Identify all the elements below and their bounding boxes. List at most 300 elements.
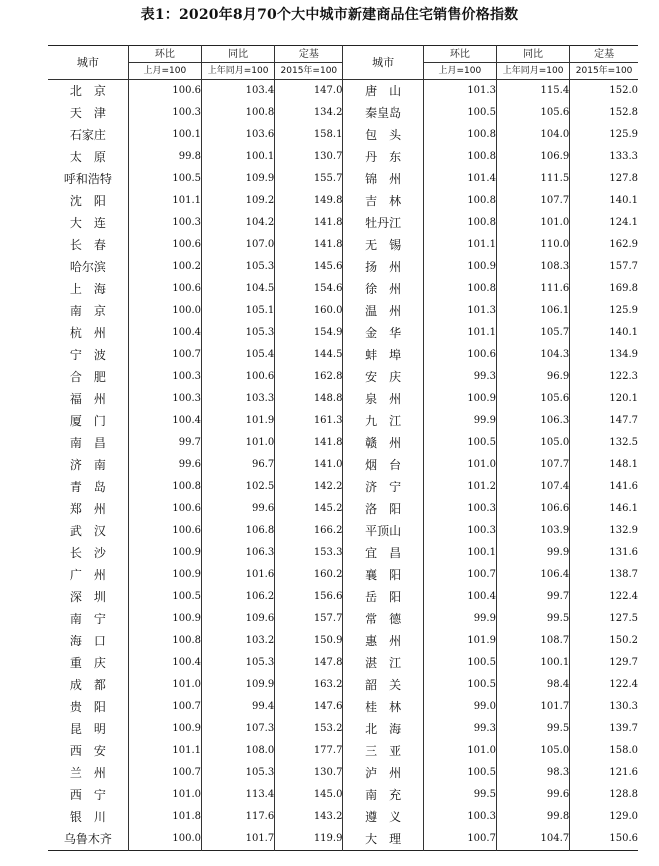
yoy-cell: 107.7 [496, 454, 569, 476]
base-cell: 153.3 [275, 542, 343, 564]
table-row [48, 146, 638, 168]
yoy-column-header: 同比 [496, 46, 569, 63]
yoy-cell: 103.6 [202, 124, 275, 146]
base-cell: 133.3 [570, 146, 638, 168]
mom-cell: 100.9 [128, 564, 201, 586]
base-cell: 132.9 [570, 520, 638, 542]
city-cell: 呼和浩特 [63, 172, 112, 186]
mom-cell: 99.3 [423, 366, 496, 388]
table-row [48, 300, 638, 322]
yoy-cell: 99.5 [496, 608, 569, 630]
mom-cell: 100.6 [128, 278, 201, 300]
yoy-cell: 106.8 [202, 520, 275, 542]
mom-cell: 100.9 [128, 718, 201, 740]
city-column-header: 城市 [343, 46, 423, 80]
yoy-cell: 104.5 [202, 278, 275, 300]
city-cell: 泸 州 [343, 762, 423, 784]
base-cell: 141.8 [275, 432, 343, 454]
mom-cell: 100.6 [128, 80, 201, 103]
city-cell: 秦皇岛 [343, 102, 423, 124]
city-cell: 西 宁 [69, 788, 106, 802]
base-cell: 158.0 [570, 740, 638, 762]
base-cell: 140.1 [570, 190, 638, 212]
table-row [48, 718, 638, 740]
city-cell: 锦 州 [343, 168, 423, 190]
base-column-header: 定基 [275, 46, 343, 63]
city-cell: 青 岛 [69, 480, 106, 494]
yoy-cell: 111.5 [496, 168, 569, 190]
yoy-cell: 100.1 [202, 146, 275, 168]
yoy-cell: 108.3 [496, 256, 569, 278]
base-cell: 157.7 [275, 608, 343, 630]
city-cell: 桂 林 [343, 696, 423, 718]
base-cell: 141.6 [570, 476, 638, 498]
yoy-cell: 106.1 [496, 300, 569, 322]
base-cell: 150.6 [570, 828, 638, 851]
yoy-cell: 99.5 [496, 718, 569, 740]
mom-cell: 101.0 [128, 784, 201, 806]
city-cell: 牡丹江 [343, 212, 423, 234]
city-cell: 天 津 [69, 106, 106, 120]
table-row [48, 542, 638, 564]
mom-cell: 100.8 [423, 212, 496, 234]
base-cell: 160.0 [275, 300, 343, 322]
mom-cell: 100.9 [423, 256, 496, 278]
mom-cell: 100.0 [128, 300, 201, 322]
mom-cell: 100.4 [128, 410, 201, 432]
table-title: 表1：2020年8月70个大中城市新建商品住宅销售价格指数 [140, 7, 519, 23]
yoy-cell: 99.9 [496, 542, 569, 564]
base-cell: 152.0 [570, 80, 638, 103]
city-cell: 重 庆 [69, 656, 106, 670]
city-cell: 贵 阳 [69, 700, 106, 714]
mom-cell: 100.7 [423, 564, 496, 586]
city-cell: 银 川 [69, 810, 106, 824]
base-cell: 125.9 [570, 124, 638, 146]
yoy-cell: 101.9 [202, 410, 275, 432]
base-cell: 140.1 [570, 322, 638, 344]
city-cell: 南 宁 [69, 612, 106, 626]
table-row [48, 432, 638, 454]
base-cell: 129.0 [570, 806, 638, 828]
mom-cell: 100.5 [128, 168, 201, 190]
yoy-cell: 104.2 [202, 212, 275, 234]
city-cell: 三 亚 [343, 740, 423, 762]
city-cell: 济 南 [69, 458, 106, 472]
price-index-table [48, 45, 638, 851]
mom-cell: 101.3 [423, 300, 496, 322]
base-cell: 149.8 [275, 190, 343, 212]
mom-cell: 100.8 [423, 124, 496, 146]
base-cell: 134.9 [570, 344, 638, 366]
base-cell: 147.7 [570, 410, 638, 432]
base-cell: 131.6 [570, 542, 638, 564]
mom-cell: 100.3 [128, 212, 201, 234]
city-cell: 洛 阳 [343, 498, 423, 520]
yoy-cell: 104.3 [496, 344, 569, 366]
table-row [48, 234, 638, 256]
mom-cell: 100.6 [423, 344, 496, 366]
yoy-cell: 99.6 [202, 498, 275, 520]
base-cell: 147.0 [275, 80, 343, 103]
city-cell: 广 州 [69, 568, 106, 582]
city-cell: 赣 州 [343, 432, 423, 454]
table-row [48, 762, 638, 784]
mom-cell: 101.0 [423, 454, 496, 476]
city-cell: 深 圳 [69, 590, 106, 604]
city-cell: 襄 阳 [343, 564, 423, 586]
mom-cell: 101.0 [423, 740, 496, 762]
city-cell: 南 昌 [69, 436, 106, 450]
yoy-cell: 106.9 [496, 146, 569, 168]
city-cell: 常 德 [343, 608, 423, 630]
yoy-cell: 117.6 [202, 806, 275, 828]
city-cell: 蚌 埠 [343, 344, 423, 366]
city-cell: 昆 明 [69, 722, 106, 736]
table-row [48, 520, 638, 542]
table-row [48, 696, 638, 718]
mom-cell: 101.3 [423, 80, 496, 103]
base-cell: 139.7 [570, 718, 638, 740]
mom-cell: 100.9 [128, 608, 201, 630]
mom-cell: 100.5 [423, 762, 496, 784]
table-row [48, 124, 638, 146]
mom-cell: 100.2 [128, 256, 201, 278]
yoy-cell: 113.4 [202, 784, 275, 806]
yoy-cell: 102.5 [202, 476, 275, 498]
mom-cell: 101.4 [423, 168, 496, 190]
base-cell: 127.5 [570, 608, 638, 630]
city-cell: 遵 义 [343, 806, 423, 828]
mom-cell: 100.9 [423, 388, 496, 410]
base-cell: 145.0 [275, 784, 343, 806]
base-cell: 150.2 [570, 630, 638, 652]
table-row [48, 476, 638, 498]
mom-column-header: 环比 [128, 46, 201, 63]
table-row [48, 454, 638, 476]
base-cell: 122.3 [570, 366, 638, 388]
yoy-cell: 105.0 [496, 432, 569, 454]
yoy-cell: 105.3 [202, 652, 275, 674]
city-cell: 成 都 [69, 678, 106, 692]
base-cell: 138.7 [570, 564, 638, 586]
yoy-cell: 96.7 [202, 454, 275, 476]
city-cell: 大 理 [343, 828, 423, 851]
yoy-cell: 103.4 [202, 80, 275, 103]
table-row [48, 190, 638, 212]
base-cell: 144.5 [275, 344, 343, 366]
table-row [48, 212, 638, 234]
yoy-cell: 96.9 [496, 366, 569, 388]
table-row [48, 256, 638, 278]
city-cell: 哈尔滨 [69, 260, 106, 274]
base-cell: 157.7 [570, 256, 638, 278]
yoy-cell: 100.6 [202, 366, 275, 388]
mom-cell: 100.4 [423, 586, 496, 608]
mom-cell: 100.1 [128, 124, 201, 146]
yoy-cell: 99.7 [496, 586, 569, 608]
mom-cell: 101.0 [128, 674, 201, 696]
table-row [48, 652, 638, 674]
base-cell: 124.1 [570, 212, 638, 234]
mom-cell: 100.5 [128, 586, 201, 608]
base-cell: 161.3 [275, 410, 343, 432]
base-cell: 128.8 [570, 784, 638, 806]
yoy-cell: 109.2 [202, 190, 275, 212]
yoy-cell: 103.3 [202, 388, 275, 410]
base-cell: 122.4 [570, 674, 638, 696]
mom-cell: 101.1 [423, 322, 496, 344]
yoy-cell: 105.3 [202, 762, 275, 784]
yoy-cell: 101.0 [202, 432, 275, 454]
base-cell: 154.9 [275, 322, 343, 344]
table-row [48, 168, 638, 190]
yoy-cell: 105.6 [496, 102, 569, 124]
city-cell: 合 肥 [69, 370, 106, 384]
base-cell: 162.9 [570, 234, 638, 256]
table-row [48, 102, 638, 124]
city-cell: 上 海 [69, 282, 106, 296]
base-cell: 143.2 [275, 806, 343, 828]
city-cell: 宜 昌 [343, 542, 423, 564]
city-cell: 大 连 [69, 216, 106, 230]
city-cell: 徐 州 [343, 278, 423, 300]
city-cell: 扬 州 [343, 256, 423, 278]
table-row [48, 564, 638, 586]
mom-cell: 101.8 [128, 806, 201, 828]
yoy-cell: 105.0 [496, 740, 569, 762]
table-row [48, 608, 638, 630]
table-row [48, 828, 638, 851]
city-cell: 厦 门 [69, 414, 106, 428]
yoy-cell: 99.6 [496, 784, 569, 806]
city-cell: 太 原 [69, 150, 106, 164]
mom-cell: 100.5 [423, 432, 496, 454]
city-cell: 武 汉 [69, 524, 106, 538]
mom-cell: 99.8 [128, 146, 201, 168]
mom-cell: 100.3 [128, 366, 201, 388]
mom-cell: 101.9 [423, 630, 496, 652]
base-cell: 147.6 [275, 696, 343, 718]
city-cell: 南 京 [69, 304, 106, 318]
base-cell: 160.2 [275, 564, 343, 586]
yoy-cell: 103.9 [496, 520, 569, 542]
table-row [48, 806, 638, 828]
base-cell: 127.8 [570, 168, 638, 190]
table-row [48, 740, 638, 762]
city-cell: 唐 山 [343, 80, 423, 103]
yoy-cell: 107.0 [202, 234, 275, 256]
mom-column-header: 环比 [423, 46, 496, 63]
table-row [48, 322, 638, 344]
base-cell: 158.1 [275, 124, 343, 146]
mom-cell: 100.3 [128, 388, 201, 410]
yoy-cell: 101.6 [202, 564, 275, 586]
yoy-cell: 108.7 [496, 630, 569, 652]
table-row [48, 586, 638, 608]
yoy-cell: 101.7 [496, 696, 569, 718]
city-cell: 韶 关 [343, 674, 423, 696]
yoy-cell: 104.7 [496, 828, 569, 851]
yoy-cell: 106.3 [202, 542, 275, 564]
city-cell: 泉 州 [343, 388, 423, 410]
base-cell: 152.8 [570, 102, 638, 124]
yoy-cell: 110.0 [496, 234, 569, 256]
yoy-cell: 108.0 [202, 740, 275, 762]
table-row [48, 410, 638, 432]
yoy-cell: 107.3 [202, 718, 275, 740]
base-cell: 148.1 [570, 454, 638, 476]
city-cell: 宁 波 [69, 348, 106, 362]
city-cell: 惠 州 [343, 630, 423, 652]
base-cell: 119.9 [275, 828, 343, 851]
mom-cell: 99.9 [423, 410, 496, 432]
city-cell: 无 锡 [343, 234, 423, 256]
yoy-cell: 106.6 [496, 498, 569, 520]
city-cell: 沈 阳 [69, 194, 106, 208]
base-cell: 130.7 [275, 146, 343, 168]
table-row [48, 630, 638, 652]
yoy-cell: 109.9 [202, 674, 275, 696]
mom-cell: 101.2 [423, 476, 496, 498]
yoy-cell: 107.7 [496, 190, 569, 212]
mom-cell: 100.0 [128, 828, 201, 851]
yoy-cell: 106.2 [202, 586, 275, 608]
city-cell: 北 海 [343, 718, 423, 740]
city-cell: 杭 州 [69, 326, 106, 340]
base-cell: 145.2 [275, 498, 343, 520]
base-cell: 155.7 [275, 168, 343, 190]
city-cell: 石家庄 [69, 128, 106, 142]
base-cell: 156.6 [275, 586, 343, 608]
base-cell: 130.7 [275, 762, 343, 784]
base-cell: 121.6 [570, 762, 638, 784]
base-cell: 154.6 [275, 278, 343, 300]
mom-cell: 100.7 [128, 762, 201, 784]
table-row [48, 80, 638, 103]
city-cell: 安 庆 [343, 366, 423, 388]
mom-cell: 100.8 [128, 630, 201, 652]
table-row [48, 344, 638, 366]
base-cell: 169.8 [570, 278, 638, 300]
mom-cell: 100.6 [128, 498, 201, 520]
base-cell: 177.7 [275, 740, 343, 762]
yoy-cell: 109.9 [202, 168, 275, 190]
mom-cell: 101.1 [128, 190, 201, 212]
yoy-cell: 105.7 [496, 322, 569, 344]
city-cell: 平顶山 [343, 520, 423, 542]
base-cell: 130.3 [570, 696, 638, 718]
yoy-cell: 98.3 [496, 762, 569, 784]
base-cell: 145.6 [275, 256, 343, 278]
city-cell: 湛 江 [343, 652, 423, 674]
mom-cell: 100.5 [423, 674, 496, 696]
city-cell: 九 江 [343, 410, 423, 432]
yoy-base-label: 上年同月=100 [202, 63, 275, 80]
table-row [48, 388, 638, 410]
base-column-header: 定基 [570, 46, 638, 63]
yoy-base-label: 上年同月=100 [496, 63, 569, 80]
fixed-base-label: 2015年=100 [275, 63, 343, 80]
base-cell: 120.1 [570, 388, 638, 410]
mom-cell: 99.6 [128, 454, 201, 476]
base-cell: 162.8 [275, 366, 343, 388]
fixed-base-label: 2015年=100 [570, 63, 638, 80]
base-cell: 132.5 [570, 432, 638, 454]
yoy-cell: 100.1 [496, 652, 569, 674]
city-cell: 长 春 [69, 238, 106, 252]
mom-cell: 100.7 [128, 344, 201, 366]
table-row [48, 278, 638, 300]
mom-cell: 100.3 [128, 102, 201, 124]
city-cell: 南 充 [343, 784, 423, 806]
base-cell: 166.2 [275, 520, 343, 542]
yoy-cell: 106.4 [496, 564, 569, 586]
mom-cell: 99.7 [128, 432, 201, 454]
mom-cell: 100.3 [423, 520, 496, 542]
table-row [48, 498, 638, 520]
mom-cell: 100.8 [423, 278, 496, 300]
mom-cell: 100.8 [423, 146, 496, 168]
city-cell: 金 华 [343, 322, 423, 344]
mom-cell: 99.0 [423, 696, 496, 718]
base-cell: 125.9 [570, 300, 638, 322]
base-cell: 146.1 [570, 498, 638, 520]
base-cell: 153.2 [275, 718, 343, 740]
yoy-cell: 104.0 [496, 124, 569, 146]
mom-cell: 99.5 [423, 784, 496, 806]
city-cell: 北 京 [69, 84, 106, 98]
mom-base-label: 上月=100 [128, 63, 201, 80]
base-cell: 134.2 [275, 102, 343, 124]
table-row [48, 366, 638, 388]
city-cell: 乌鲁木齐 [63, 832, 112, 846]
base-cell: 148.8 [275, 388, 343, 410]
base-cell: 141.8 [275, 212, 343, 234]
mom-cell: 100.7 [128, 696, 201, 718]
city-cell: 西 安 [69, 744, 106, 758]
mom-cell: 100.3 [423, 806, 496, 828]
yoy-cell: 105.3 [202, 256, 275, 278]
yoy-cell: 101.7 [202, 828, 275, 851]
yoy-cell: 103.2 [202, 630, 275, 652]
yoy-cell: 109.6 [202, 608, 275, 630]
mom-cell: 100.1 [423, 542, 496, 564]
yoy-column-header: 同比 [202, 46, 275, 63]
yoy-cell: 115.4 [496, 80, 569, 103]
table-row [48, 674, 638, 696]
city-cell: 包 头 [343, 124, 423, 146]
mom-cell: 100.4 [128, 652, 201, 674]
mom-cell: 100.6 [128, 234, 201, 256]
yoy-cell: 106.3 [496, 410, 569, 432]
mom-cell: 100.5 [423, 102, 496, 124]
city-cell: 烟 台 [343, 454, 423, 476]
city-cell: 海 口 [69, 634, 106, 648]
yoy-cell: 98.4 [496, 674, 569, 696]
city-cell: 丹 东 [343, 146, 423, 168]
yoy-cell: 105.6 [496, 388, 569, 410]
city-cell: 温 州 [343, 300, 423, 322]
mom-cell: 99.3 [423, 718, 496, 740]
yoy-cell: 105.3 [202, 322, 275, 344]
mom-cell: 101.1 [128, 740, 201, 762]
mom-cell: 100.8 [423, 190, 496, 212]
city-cell: 兰 州 [69, 766, 106, 780]
yoy-cell: 107.4 [496, 476, 569, 498]
yoy-cell: 99.8 [496, 806, 569, 828]
mom-cell: 100.8 [128, 476, 201, 498]
